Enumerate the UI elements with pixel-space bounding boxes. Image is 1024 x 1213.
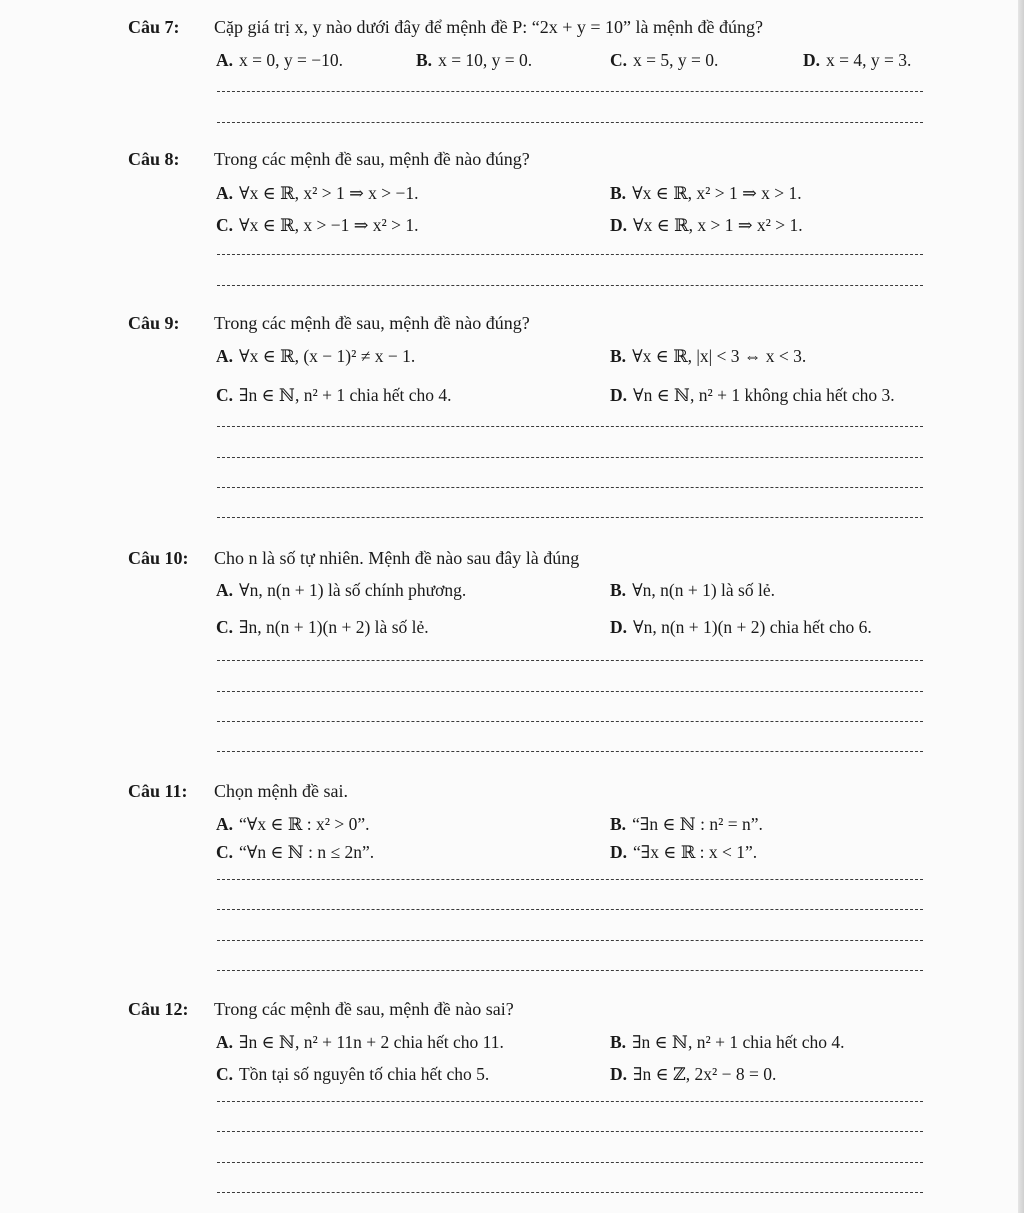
option-text: ∀x ∈ ℝ, (x − 1)² ≠ x − 1. (239, 346, 416, 366)
option-a[interactable] (216, 1032, 504, 1053)
question-text: Trong các mệnh đề sau, mệnh đề nào đúng? (214, 313, 530, 333)
question-text: Trong các mệnh đề sau, mệnh đề nào đúng? (214, 149, 530, 169)
option-text: ∀n, n(n + 1) là số lẻ. (632, 580, 775, 600)
answer-line (217, 1162, 923, 1163)
option-d[interactable] (610, 215, 803, 236)
answer-line (217, 285, 923, 286)
option-d[interactable] (610, 842, 757, 863)
question-text: Cho n là số tự nhiên. Mệnh đề nào sau đây là đúng (214, 548, 580, 568)
option-text: ∀x ∈ ℝ, x² > 1 ⇒ x > 1. (632, 183, 802, 203)
option-a[interactable] (216, 580, 466, 601)
option-text: ∃n ∈ ℕ, n² + 1 chia hết cho 4. (632, 1032, 845, 1052)
answer-line (217, 254, 923, 255)
option-c[interactable] (216, 385, 452, 406)
option-label: A. (216, 50, 234, 70)
option-label: C. (216, 385, 234, 405)
answer-line (217, 517, 923, 518)
answer-line (217, 91, 923, 92)
answer-line (217, 691, 923, 692)
option-label: B. (610, 1032, 627, 1052)
option-label: B. (610, 814, 627, 834)
answer-line (217, 940, 923, 941)
option-label: C. (610, 50, 628, 70)
question-header (128, 17, 763, 38)
question-header (128, 548, 579, 569)
question-text: Chọn mệnh đề sai. (214, 781, 348, 801)
option-label: C. (216, 842, 234, 862)
question-number: Câu 10: (128, 548, 189, 568)
option-label: A. (216, 814, 234, 834)
option-label: B. (610, 346, 627, 366)
option-a[interactable] (216, 814, 369, 835)
option-c[interactable] (216, 842, 374, 863)
answer-line (217, 122, 923, 123)
question-number: Câu 11: (128, 781, 188, 801)
option-text: ∀n, n(n + 1) là số chính phương. (239, 580, 467, 600)
option-label: C. (216, 617, 234, 637)
option-b[interactable] (610, 346, 806, 367)
option-label: B. (416, 50, 433, 70)
option-a[interactable] (216, 50, 343, 71)
answer-line (217, 721, 923, 722)
answer-line (217, 660, 923, 661)
question-text: Trong các mệnh đề sau, mệnh đề nào sai? (214, 999, 514, 1019)
question-number: Câu 9: (128, 313, 180, 333)
option-text: ∀n, n(n + 1)(n + 2) chia hết cho 6. (633, 617, 872, 637)
question-header (128, 149, 530, 170)
page-edge (1018, 0, 1024, 1213)
option-text: ∀x ∈ ℝ, x > 1 ⇒ x² > 1. (633, 215, 803, 235)
question-number: Câu 12: (128, 999, 189, 1019)
option-b[interactable] (610, 183, 802, 204)
option-text: “∀x ∈ ℝ : x² > 0”. (239, 814, 370, 834)
option-text: ∃n ∈ ℕ, n² + 11n + 2 chia hết cho 11. (239, 1032, 504, 1052)
option-text: ∀x ∈ ℝ, x > −1 ⇒ x² > 1. (239, 215, 419, 235)
option-d[interactable] (803, 50, 911, 71)
option-text: x = 5, y = 0. (633, 50, 719, 70)
option-d[interactable] (610, 1064, 776, 1085)
option-text: “∀n ∈ ℕ : n ≤ 2n”. (239, 842, 375, 862)
option-d[interactable] (610, 617, 872, 638)
option-d[interactable] (610, 385, 895, 406)
option-text: ∀x ∈ ℝ, x² > 1 ⇒ x > −1. (239, 183, 419, 203)
answer-line (217, 909, 923, 910)
option-text: ∃n ∈ ℤ, 2x² − 8 = 0. (633, 1064, 777, 1084)
option-label: D. (610, 1064, 628, 1084)
option-label: C. (216, 215, 234, 235)
answer-line (217, 487, 923, 488)
option-label: A. (216, 346, 234, 366)
option-b[interactable] (416, 50, 532, 71)
option-text: “∃x ∈ ℝ : x < 1”. (633, 842, 758, 862)
question-number: Câu 8: (128, 149, 180, 169)
option-b[interactable] (610, 814, 763, 835)
option-label: D. (803, 50, 821, 70)
option-label: D. (610, 385, 628, 405)
option-c[interactable] (610, 50, 718, 71)
question-header (128, 781, 348, 802)
option-text: ∀x ∈ ℝ, |x| < 3 ⇔ x < 3. (632, 346, 807, 366)
answer-line (217, 457, 923, 458)
option-label: A. (216, 1032, 234, 1052)
answer-line (217, 1131, 923, 1132)
answer-line (217, 751, 923, 752)
option-text: x = 10, y = 0. (438, 50, 533, 70)
question-number: Câu 7: (128, 17, 180, 37)
option-text: x = 0, y = −10. (239, 50, 343, 70)
option-text: Tồn tại số nguyên tố chia hết cho 5. (239, 1064, 490, 1084)
option-label: A. (216, 183, 234, 203)
option-a[interactable] (216, 346, 415, 367)
option-b[interactable] (610, 580, 775, 601)
answer-line (217, 970, 923, 971)
option-c[interactable] (216, 215, 418, 236)
option-c[interactable] (216, 1064, 489, 1085)
question-header (128, 313, 530, 334)
option-label: B. (610, 580, 627, 600)
answer-line (217, 426, 923, 427)
option-b[interactable] (610, 1032, 845, 1053)
option-label: D. (610, 842, 628, 862)
option-label: B. (610, 183, 627, 203)
question-text: Cặp giá trị x, y nào dưới đây để mệnh đề P: “2x + y = 10” là mệnh đề đúng? (214, 17, 763, 37)
option-text: “∃n ∈ ℕ : n² = n”. (632, 814, 763, 834)
option-label: D. (610, 617, 628, 637)
option-text: ∀n ∈ ℕ, n² + 1 không chia hết cho 3. (633, 385, 895, 405)
option-label: C. (216, 1064, 234, 1084)
option-label: A. (216, 580, 234, 600)
answer-line (217, 1192, 923, 1193)
question-header (128, 999, 514, 1020)
answer-line (217, 879, 923, 880)
answer-line (217, 1101, 923, 1102)
option-label: D. (610, 215, 628, 235)
option-text: x = 4, y = 3. (826, 50, 912, 70)
option-text: ∃n, n(n + 1)(n + 2) là số lẻ. (239, 617, 429, 637)
option-a[interactable] (216, 183, 418, 204)
option-text: ∃n ∈ ℕ, n² + 1 chia hết cho 4. (239, 385, 452, 405)
option-c[interactable] (216, 617, 429, 638)
